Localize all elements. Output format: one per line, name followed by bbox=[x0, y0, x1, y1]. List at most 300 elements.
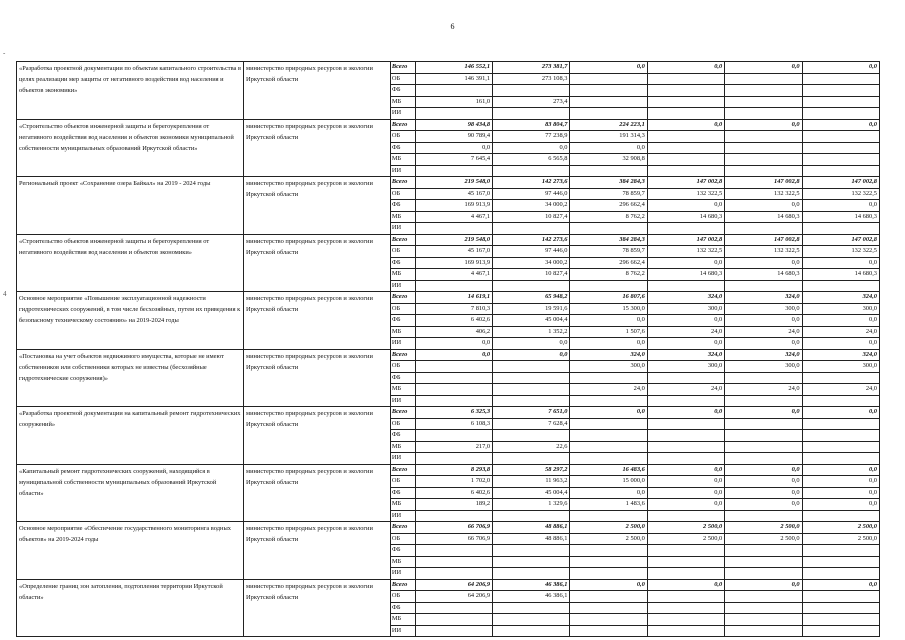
amount-cell: 224 223,1 bbox=[570, 119, 647, 131]
amount-cell bbox=[570, 108, 647, 120]
responsible-executor-cell: министерство природных ресурсов и экологии Иркутской области bbox=[244, 234, 391, 292]
amount-cell bbox=[647, 418, 724, 430]
amount-cell: 0,0 bbox=[493, 338, 570, 350]
amount-cell bbox=[802, 510, 879, 522]
amount-cell: 147 002,8 bbox=[802, 234, 879, 246]
amount-cell: 147 002,8 bbox=[647, 234, 724, 246]
funding-source-cell: ИИ bbox=[390, 395, 415, 407]
amount-cell: 0,0 bbox=[647, 464, 724, 476]
amount-cell: 0,0 bbox=[725, 315, 802, 327]
amount-cell: 2 500,0 bbox=[802, 522, 879, 534]
amount-cell: 64 206,9 bbox=[415, 579, 492, 591]
table-row bbox=[17, 62, 880, 74]
amount-cell bbox=[725, 453, 802, 465]
funding-source-cell: ИИ bbox=[390, 165, 415, 177]
amount-cell: 83 804,7 bbox=[493, 119, 570, 131]
amount-cell bbox=[493, 510, 570, 522]
amount-cell bbox=[725, 418, 802, 430]
amount-cell: 0,0 bbox=[725, 338, 802, 350]
funding-source-cell: ФБ bbox=[390, 257, 415, 269]
amount-cell bbox=[493, 372, 570, 384]
amount-cell: 46 386,1 bbox=[493, 579, 570, 591]
amount-cell: 0,0 bbox=[725, 407, 802, 419]
amount-cell bbox=[415, 510, 492, 522]
amount-cell bbox=[570, 441, 647, 453]
amount-cell bbox=[647, 142, 724, 154]
amount-cell: 0,0 bbox=[802, 476, 879, 488]
amount-cell: 48 886,1 bbox=[493, 522, 570, 534]
amount-cell: 0,0 bbox=[802, 579, 879, 591]
amount-cell bbox=[415, 430, 492, 442]
amount-cell: 45 167,0 bbox=[415, 188, 492, 200]
amount-cell bbox=[570, 418, 647, 430]
table-row bbox=[17, 522, 880, 534]
amount-cell: 0,0 bbox=[647, 579, 724, 591]
table-row bbox=[17, 579, 880, 591]
amount-cell: 14 680,3 bbox=[802, 211, 879, 223]
responsible-executor-cell: министерство природных ресурсов и экологии Иркутской области bbox=[244, 407, 391, 465]
funding-source-cell: ФБ bbox=[390, 487, 415, 499]
amount-cell: 6 565,8 bbox=[493, 154, 570, 166]
amount-cell: 219 548,0 bbox=[415, 234, 492, 246]
amount-cell: 6 108,3 bbox=[415, 418, 492, 430]
amount-cell bbox=[415, 85, 492, 97]
amount-cell: 169 913,9 bbox=[415, 200, 492, 212]
activity-name-cell: «Строительство объектов инженерной защиты и берегоукрепления от негативного воздействия вод населения и объектов экономики» bbox=[17, 234, 244, 292]
activity-name-cell: Региональный проект «Сохранение озера Байкал» на 2019 - 2024 годы bbox=[17, 177, 244, 235]
amount-cell: 0,0 bbox=[802, 464, 879, 476]
amount-cell: 14 680,3 bbox=[725, 269, 802, 281]
amount-cell: 6 402,6 bbox=[415, 315, 492, 327]
amount-cell bbox=[415, 361, 492, 373]
amount-cell bbox=[802, 614, 879, 626]
amount-cell bbox=[725, 510, 802, 522]
amount-cell: 0,0 bbox=[647, 476, 724, 488]
amount-cell: 0,0 bbox=[647, 119, 724, 131]
amount-cell bbox=[802, 602, 879, 614]
amount-cell bbox=[415, 453, 492, 465]
amount-cell bbox=[570, 223, 647, 235]
funding-source-cell: ОБ bbox=[390, 591, 415, 603]
funding-source-cell: Всего bbox=[390, 464, 415, 476]
amount-cell: 46 386,1 bbox=[493, 591, 570, 603]
amount-cell: 0,0 bbox=[415, 349, 492, 361]
funding-source-cell: ИИ bbox=[390, 338, 415, 350]
amount-cell: 300,0 bbox=[802, 303, 879, 315]
activity-name-cell: «Капитальный ремонт гидротехнических сооружений, находящийся в муниципальной собственности муниципальных образований Иркутской области» bbox=[17, 464, 244, 522]
amount-cell: 2 500,0 bbox=[802, 533, 879, 545]
amount-cell bbox=[415, 280, 492, 292]
amount-cell bbox=[802, 556, 879, 568]
funding-source-cell: Всего bbox=[390, 62, 415, 74]
amount-cell: 14 680,3 bbox=[802, 269, 879, 281]
amount-cell bbox=[570, 556, 647, 568]
table-row bbox=[17, 407, 880, 419]
budget-table bbox=[16, 61, 880, 637]
amount-cell bbox=[802, 73, 879, 85]
amount-cell bbox=[802, 625, 879, 637]
amount-cell: 0,0 bbox=[415, 338, 492, 350]
amount-cell: 0,0 bbox=[725, 476, 802, 488]
amount-cell: 4 467,1 bbox=[415, 269, 492, 281]
responsible-executor-cell: министерство природных ресурсов и экологии Иркутской области bbox=[244, 292, 391, 350]
amount-cell bbox=[570, 96, 647, 108]
amount-cell bbox=[415, 568, 492, 580]
amount-cell bbox=[802, 372, 879, 384]
amount-cell bbox=[415, 165, 492, 177]
funding-source-cell: ИИ bbox=[390, 453, 415, 465]
amount-cell: 11 963,2 bbox=[493, 476, 570, 488]
funding-source-cell: ОБ bbox=[390, 476, 415, 488]
amount-cell: 10 827,4 bbox=[493, 269, 570, 281]
amount-cell bbox=[802, 85, 879, 97]
amount-cell: 8 762,2 bbox=[570, 269, 647, 281]
amount-cell: 15 000,0 bbox=[570, 476, 647, 488]
amount-cell bbox=[493, 602, 570, 614]
amount-cell: 217,0 bbox=[415, 441, 492, 453]
amount-cell bbox=[647, 556, 724, 568]
responsible-executor-cell: министерство природных ресурсов и экологии Иркутской области bbox=[244, 62, 391, 120]
amount-cell bbox=[415, 625, 492, 637]
amount-cell bbox=[725, 568, 802, 580]
amount-cell: 24,0 bbox=[570, 384, 647, 396]
amount-cell bbox=[570, 85, 647, 97]
amount-cell: 0,0 bbox=[725, 200, 802, 212]
amount-cell: 0,0 bbox=[725, 119, 802, 131]
amount-cell bbox=[802, 441, 879, 453]
amount-cell: 24,0 bbox=[647, 326, 724, 338]
funding-source-cell: МБ bbox=[390, 154, 415, 166]
amount-cell bbox=[725, 142, 802, 154]
amount-cell: 324,0 bbox=[725, 349, 802, 361]
amount-cell: 384 284,3 bbox=[570, 177, 647, 189]
amount-cell: 0,0 bbox=[725, 257, 802, 269]
amount-cell bbox=[570, 568, 647, 580]
amount-cell: 300,0 bbox=[570, 361, 647, 373]
amount-cell: 2 500,0 bbox=[725, 522, 802, 534]
table-row bbox=[17, 177, 880, 189]
amount-cell: 97 446,0 bbox=[493, 246, 570, 258]
amount-cell bbox=[725, 154, 802, 166]
amount-cell bbox=[493, 395, 570, 407]
activity-name-cell: «Строительство объектов инженерной защиты и берегоукрепления от негативного воздействия вод населения и объектов экономики муниципальной собственности муниципальных образований Иркутской области» bbox=[17, 119, 244, 177]
funding-source-cell: ИИ bbox=[390, 108, 415, 120]
funding-source-cell: Всего bbox=[390, 292, 415, 304]
amount-cell: 15 300,0 bbox=[570, 303, 647, 315]
amount-cell: 24,0 bbox=[647, 384, 724, 396]
amount-cell: 14 680,3 bbox=[647, 269, 724, 281]
amount-cell: 146 552,1 bbox=[415, 62, 492, 74]
amount-cell: 0,0 bbox=[647, 407, 724, 419]
funding-source-cell: МБ bbox=[390, 326, 415, 338]
amount-cell: 0,0 bbox=[802, 257, 879, 269]
responsible-executor-cell: министерство природных ресурсов и экологии Иркутской области bbox=[244, 579, 391, 637]
amount-cell bbox=[415, 556, 492, 568]
funding-source-cell: МБ bbox=[390, 211, 415, 223]
amount-cell bbox=[647, 96, 724, 108]
amount-cell: 0,0 bbox=[802, 62, 879, 74]
amount-cell: 78 859,7 bbox=[570, 246, 647, 258]
amount-cell: 1 507,6 bbox=[570, 326, 647, 338]
funding-source-cell: ФБ bbox=[390, 372, 415, 384]
activity-name-cell: Основное мероприятие «Повышение эксплуатационной надежности гидротехнических сооружений, в том числе бесхозяйных, путем их приведения к безопасному техническому состоянию» на 2019-2024 годы bbox=[17, 292, 244, 350]
amount-cell: 189,2 bbox=[415, 499, 492, 511]
amount-cell: 0,0 bbox=[647, 499, 724, 511]
amount-cell: 34 000,2 bbox=[493, 200, 570, 212]
amount-cell: 219 548,0 bbox=[415, 177, 492, 189]
funding-source-cell: Всего bbox=[390, 349, 415, 361]
funding-source-cell: МБ bbox=[390, 556, 415, 568]
amount-cell bbox=[647, 395, 724, 407]
funding-source-cell: ФБ bbox=[390, 200, 415, 212]
amount-cell bbox=[647, 441, 724, 453]
amount-cell: 45 004,4 bbox=[493, 487, 570, 499]
amount-cell: 132 322,5 bbox=[725, 246, 802, 258]
responsible-executor-cell: министерство природных ресурсов и экологии Иркутской области bbox=[244, 522, 391, 580]
amount-cell bbox=[725, 602, 802, 614]
amount-cell: 22,6 bbox=[493, 441, 570, 453]
amount-cell: 19 591,6 bbox=[493, 303, 570, 315]
amount-cell: 0,0 bbox=[647, 315, 724, 327]
amount-cell: 147 002,8 bbox=[725, 177, 802, 189]
funding-source-cell: ФБ bbox=[390, 430, 415, 442]
funding-source-cell: Всего bbox=[390, 119, 415, 131]
amount-cell: 98 434,8 bbox=[415, 119, 492, 131]
amount-cell: 132 322,5 bbox=[725, 188, 802, 200]
amount-cell: 78 859,7 bbox=[570, 188, 647, 200]
amount-cell: 1 329,6 bbox=[493, 499, 570, 511]
amount-cell: 45 004,4 bbox=[493, 315, 570, 327]
funding-source-cell: ОБ bbox=[390, 361, 415, 373]
amount-cell bbox=[570, 614, 647, 626]
table-row bbox=[17, 234, 880, 246]
amount-cell bbox=[493, 453, 570, 465]
amount-cell bbox=[647, 73, 724, 85]
amount-cell bbox=[493, 568, 570, 580]
amount-cell bbox=[802, 131, 879, 143]
amount-cell bbox=[415, 384, 492, 396]
amount-cell: 58 297,2 bbox=[493, 464, 570, 476]
amount-cell: 300,0 bbox=[725, 303, 802, 315]
margin-mark-dash: - bbox=[3, 49, 6, 57]
amount-cell: 16 807,6 bbox=[570, 292, 647, 304]
funding-source-cell: ОБ bbox=[390, 73, 415, 85]
funding-source-cell: ФБ bbox=[390, 315, 415, 327]
amount-cell bbox=[802, 154, 879, 166]
activity-name-cell: «Разработка проектной документации по объектам капитального строительства в целях реализации мер защиты от негативного воздействия вод населения и объектов экономики» bbox=[17, 62, 244, 120]
amount-cell: 142 273,6 bbox=[493, 177, 570, 189]
margin-mark-number: 4 bbox=[3, 290, 7, 298]
amount-cell bbox=[647, 614, 724, 626]
amount-cell bbox=[493, 545, 570, 557]
amount-cell: 48 886,1 bbox=[493, 533, 570, 545]
amount-cell: 0,0 bbox=[725, 579, 802, 591]
amount-cell: 0,0 bbox=[725, 62, 802, 74]
amount-cell: 0,0 bbox=[802, 407, 879, 419]
amount-cell: 1 702,0 bbox=[415, 476, 492, 488]
amount-cell bbox=[802, 453, 879, 465]
amount-cell bbox=[647, 131, 724, 143]
table-row bbox=[17, 349, 880, 361]
funding-source-cell: ОБ bbox=[390, 303, 415, 315]
funding-source-cell: МБ bbox=[390, 384, 415, 396]
amount-cell: 142 273,6 bbox=[493, 234, 570, 246]
funding-source-cell: Всего bbox=[390, 579, 415, 591]
amount-cell: 7 810,3 bbox=[415, 303, 492, 315]
amount-cell bbox=[725, 625, 802, 637]
amount-cell bbox=[493, 556, 570, 568]
amount-cell bbox=[493, 165, 570, 177]
amount-cell: 0,0 bbox=[802, 487, 879, 499]
amount-cell bbox=[647, 510, 724, 522]
amount-cell: 300,0 bbox=[725, 361, 802, 373]
amount-cell bbox=[647, 108, 724, 120]
amount-cell bbox=[725, 441, 802, 453]
amount-cell bbox=[802, 418, 879, 430]
amount-cell bbox=[570, 395, 647, 407]
amount-cell bbox=[415, 545, 492, 557]
amount-cell bbox=[570, 453, 647, 465]
amount-cell bbox=[725, 131, 802, 143]
amount-cell bbox=[725, 395, 802, 407]
activity-name-cell: «Постановка на учет объектов недвижимого имущества, которые не имеют собственников или собственники которых не известны (бесхозяйные гидротехнические сооружения)» bbox=[17, 349, 244, 407]
amount-cell bbox=[415, 602, 492, 614]
amount-cell bbox=[570, 510, 647, 522]
funding-source-cell: Всего bbox=[390, 234, 415, 246]
amount-cell: 273,4 bbox=[493, 96, 570, 108]
amount-cell: 16 483,6 bbox=[570, 464, 647, 476]
amount-cell: 24,0 bbox=[802, 326, 879, 338]
amount-cell: 0,0 bbox=[802, 119, 879, 131]
amount-cell: 296 662,4 bbox=[570, 200, 647, 212]
amount-cell bbox=[725, 556, 802, 568]
amount-cell: 0,0 bbox=[647, 62, 724, 74]
amount-cell: 132 322,5 bbox=[647, 188, 724, 200]
activity-name-cell: Основное мероприятие «Обеспечение государственного мониторинга водных объектов» на 2019-2024 годы bbox=[17, 522, 244, 580]
amount-cell: 97 446,0 bbox=[493, 188, 570, 200]
amount-cell bbox=[647, 602, 724, 614]
funding-source-cell: ОБ bbox=[390, 246, 415, 258]
amount-cell bbox=[415, 395, 492, 407]
amount-cell bbox=[570, 545, 647, 557]
amount-cell: 0,0 bbox=[647, 338, 724, 350]
amount-cell bbox=[647, 85, 724, 97]
amount-cell: 8 293,8 bbox=[415, 464, 492, 476]
amount-cell: 132 322,5 bbox=[647, 246, 724, 258]
amount-cell bbox=[802, 545, 879, 557]
amount-cell: 14 680,3 bbox=[647, 211, 724, 223]
amount-cell: 1 483,6 bbox=[570, 499, 647, 511]
amount-cell: 0,0 bbox=[493, 142, 570, 154]
amount-cell: 34 000,2 bbox=[493, 257, 570, 269]
amount-cell bbox=[415, 108, 492, 120]
amount-cell: 64 206,9 bbox=[415, 591, 492, 603]
amount-cell: 4 467,1 bbox=[415, 211, 492, 223]
amount-cell bbox=[802, 165, 879, 177]
amount-cell: 0,0 bbox=[725, 499, 802, 511]
funding-source-cell: ИИ bbox=[390, 625, 415, 637]
amount-cell bbox=[493, 614, 570, 626]
funding-source-cell: ФБ bbox=[390, 602, 415, 614]
amount-cell: 2 500,0 bbox=[647, 533, 724, 545]
funding-source-cell: МБ bbox=[390, 96, 415, 108]
amount-cell: 300,0 bbox=[802, 361, 879, 373]
amount-cell: 10 827,4 bbox=[493, 211, 570, 223]
amount-cell: 273 381,7 bbox=[493, 62, 570, 74]
amount-cell bbox=[493, 625, 570, 637]
amount-cell: 77 238,9 bbox=[493, 131, 570, 143]
amount-cell bbox=[493, 361, 570, 373]
amount-cell: 406,2 bbox=[415, 326, 492, 338]
funding-source-cell: ФБ bbox=[390, 85, 415, 97]
amount-cell: 0,0 bbox=[415, 142, 492, 154]
amount-cell bbox=[802, 568, 879, 580]
amount-cell: 14 680,3 bbox=[725, 211, 802, 223]
amount-cell: 6 325,3 bbox=[415, 407, 492, 419]
amount-cell: 90 789,4 bbox=[415, 131, 492, 143]
table-row bbox=[17, 119, 880, 131]
amount-cell: 384 284,3 bbox=[570, 234, 647, 246]
amount-cell bbox=[802, 280, 879, 292]
amount-cell: 0,0 bbox=[570, 142, 647, 154]
amount-cell: 0,0 bbox=[570, 315, 647, 327]
amount-cell: 324,0 bbox=[647, 349, 724, 361]
amount-cell bbox=[415, 223, 492, 235]
responsible-executor-cell: министерство природных ресурсов и экологии Иркутской области bbox=[244, 349, 391, 407]
amount-cell bbox=[415, 372, 492, 384]
table-row bbox=[17, 464, 880, 476]
amount-cell: 2 500,0 bbox=[725, 533, 802, 545]
amount-cell: 66 706,9 bbox=[415, 522, 492, 534]
amount-cell bbox=[802, 142, 879, 154]
amount-cell: 2 500,0 bbox=[570, 533, 647, 545]
amount-cell bbox=[647, 453, 724, 465]
amount-cell: 0,0 bbox=[802, 315, 879, 327]
amount-cell: 0,0 bbox=[570, 62, 647, 74]
amount-cell bbox=[725, 372, 802, 384]
amount-cell bbox=[725, 108, 802, 120]
amount-cell: 0,0 bbox=[802, 338, 879, 350]
amount-cell bbox=[802, 108, 879, 120]
amount-cell: 147 002,8 bbox=[647, 177, 724, 189]
responsible-executor-cell: министерство природных ресурсов и экологии Иркутской области bbox=[244, 464, 391, 522]
amount-cell: 0,0 bbox=[802, 499, 879, 511]
funding-source-cell: ФБ bbox=[390, 142, 415, 154]
amount-cell: 0,0 bbox=[647, 257, 724, 269]
amount-cell bbox=[725, 545, 802, 557]
amount-cell bbox=[647, 591, 724, 603]
funding-source-cell: МБ bbox=[390, 441, 415, 453]
funding-source-cell: ИИ bbox=[390, 510, 415, 522]
amount-cell bbox=[802, 223, 879, 235]
amount-cell bbox=[570, 372, 647, 384]
amount-cell bbox=[725, 85, 802, 97]
amount-cell bbox=[647, 372, 724, 384]
amount-cell: 161,0 bbox=[415, 96, 492, 108]
activity-name-cell: «Определение границ зон затопления, подтопления территории Иркутской области» bbox=[17, 579, 244, 637]
amount-cell: 324,0 bbox=[802, 349, 879, 361]
funding-source-cell: ОБ bbox=[390, 418, 415, 430]
amount-cell bbox=[725, 73, 802, 85]
amount-cell bbox=[493, 430, 570, 442]
amount-cell: 324,0 bbox=[725, 292, 802, 304]
budget-table-body bbox=[17, 62, 880, 637]
amount-cell: 296 662,4 bbox=[570, 257, 647, 269]
amount-cell bbox=[415, 614, 492, 626]
amount-cell bbox=[570, 430, 647, 442]
amount-cell: 1 352,2 bbox=[493, 326, 570, 338]
amount-cell bbox=[647, 154, 724, 166]
